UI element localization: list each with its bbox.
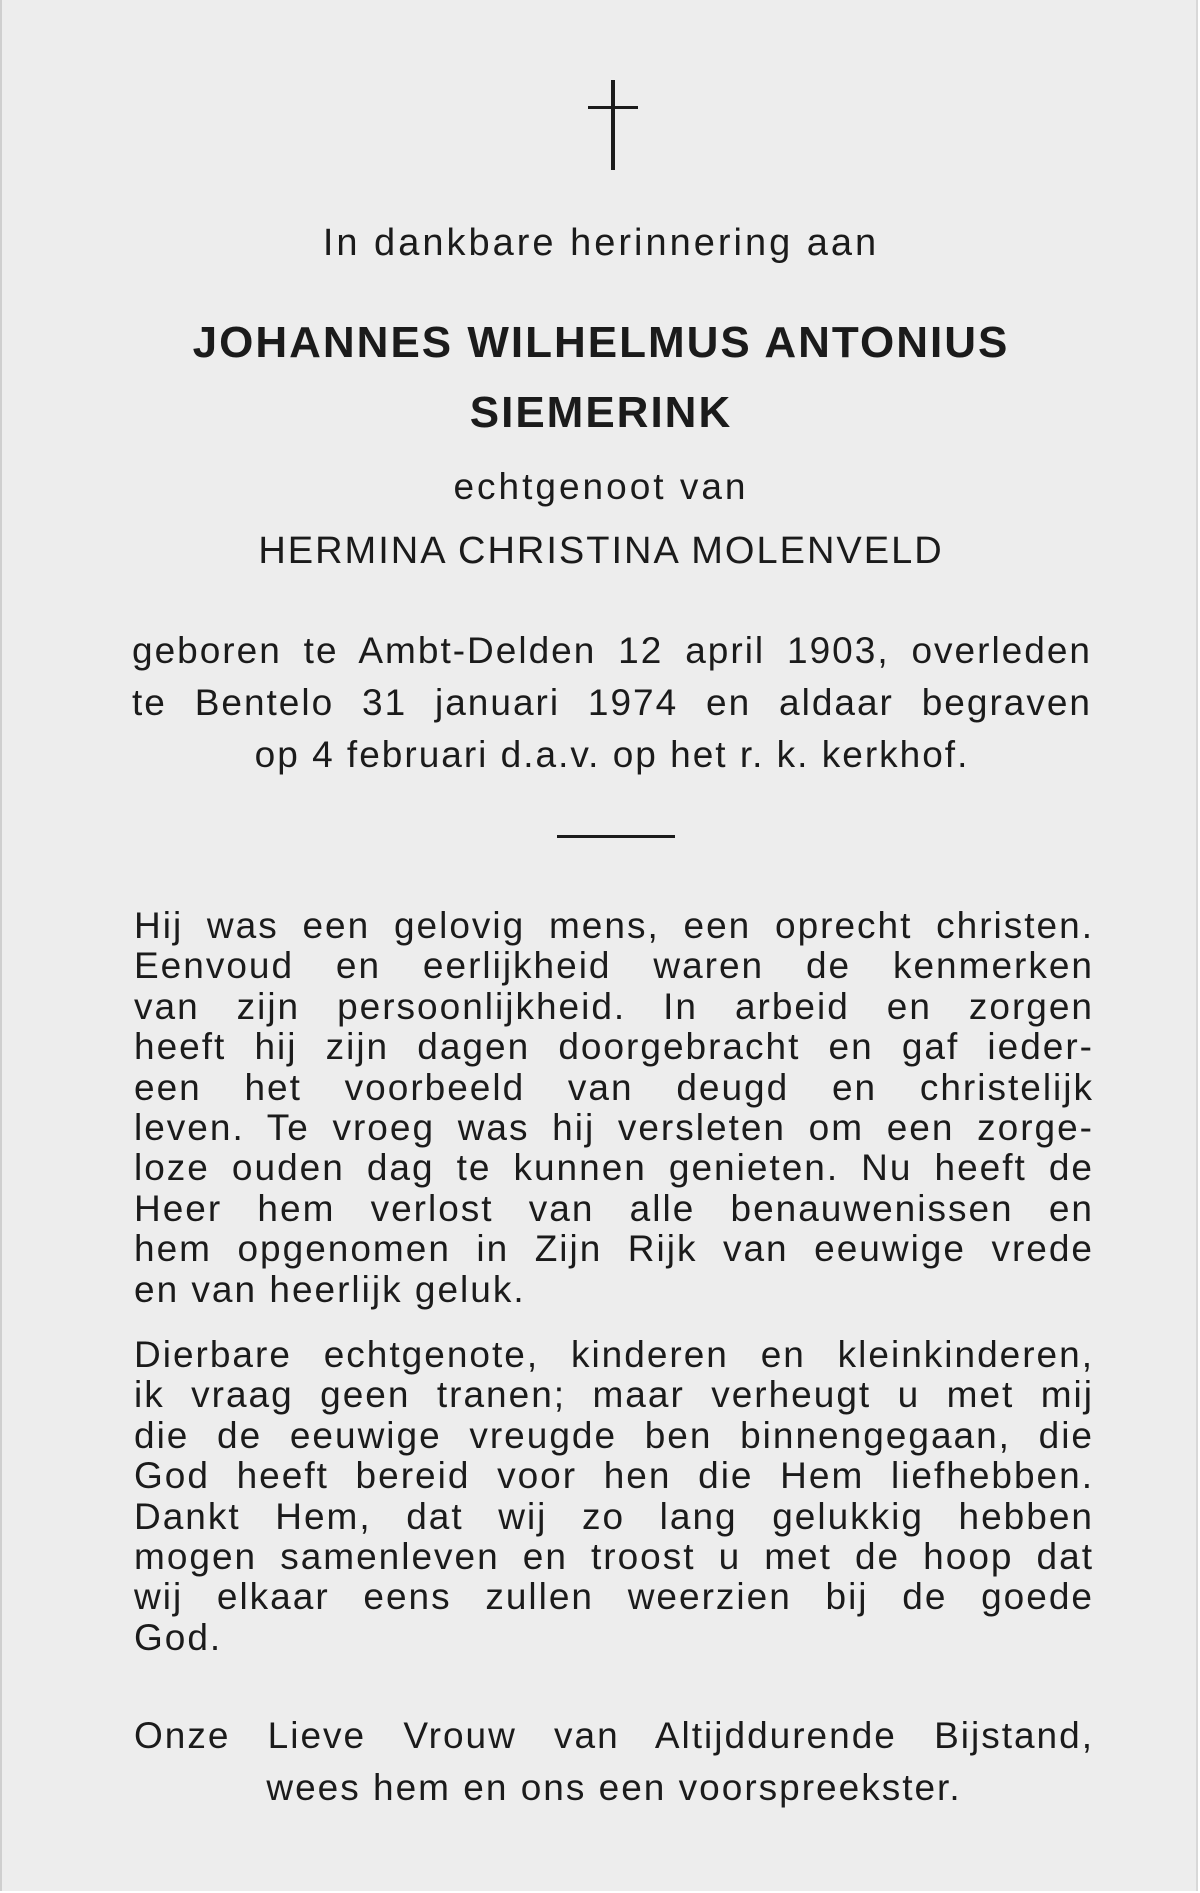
paragraph-line: God heeft bereid voor hen die Hem liefhebben. (134, 1455, 1094, 1497)
deceased-name-line1: JOHANNES WILHELMUS ANTONIUS (192, 318, 1010, 367)
paragraph-line: mogen samenleven en troost u met de hoop dat (134, 1536, 1094, 1578)
paragraph-line: heeft hij zijn dagen doorgebracht en gaf ieder- (134, 1026, 1094, 1068)
paragraph-line: Eenvoud en eerlijkheid waren de kenmerken (134, 945, 1094, 987)
spouse-label: echtgenoot van (453, 466, 749, 507)
paragraph-line: ik vraag geen tranen; maar verheugt u met mij (134, 1374, 1094, 1416)
divider (557, 835, 675, 838)
paragraph-farewell (134, 1335, 1094, 1658)
dates-line: geboren te Ambt-Delden 12 april 1903, overleden (132, 630, 1092, 671)
paragraph-line: Dierbare echtgenote, kinderen en kleinkinderen, (134, 1334, 1094, 1375)
closing-prayer (134, 1710, 1094, 1814)
cross-icon (588, 80, 638, 170)
paragraph-line: loze ouden dag te kunnen genieten. Nu heeft de (134, 1147, 1094, 1189)
dates-line: te Bentelo 31 januari 1974 en aldaar begraven (132, 682, 1092, 723)
deceased-name-line2: SIEMERINK (469, 388, 733, 437)
dates-line: op 4 februari d.a.v. op het r. k. kerkhof. (254, 734, 970, 775)
paragraph-line: Hij was een gelovig mens, een oprecht christen. (134, 905, 1094, 946)
intro-text: In dankbare herinnering aan (322, 222, 880, 264)
paragraph-line: die de eeuwige vreugde ben binnengegaan, die (134, 1414, 1094, 1456)
paragraph-line: God. (134, 1616, 223, 1658)
paragraph-line: hem opgenomen in Zijn Rijk van eeuwige vrede (134, 1228, 1094, 1270)
paragraph-line: Heer hem verlost van alle benauwenissen en (134, 1187, 1094, 1229)
paragraph-line: wij elkaar eens zullen weerzien bij de goede (134, 1576, 1094, 1618)
spouse-name: HERMINA CHRISTINA MOLENVELD (258, 530, 944, 572)
paragraph-line: en van heerlijk geluk. (134, 1268, 526, 1310)
paragraph-line: Dankt Hem, dat wij zo lang gelukkig hebben (134, 1495, 1094, 1537)
life-dates (132, 625, 1092, 781)
paragraph-line: een het voorbeeld van deugd en christelijk (134, 1066, 1094, 1108)
paragraph-character (134, 906, 1094, 1310)
paragraph-line: van zijn persoonlijkheid. In arbeid en zorgen (134, 985, 1094, 1027)
closing-line: Onze Lieve Vrouw van Altijddurende Bijstand, (134, 1715, 1094, 1756)
paragraph-line: leven. Te vroeg was hij versleten om een zorge- (134, 1107, 1094, 1149)
closing-line: wees hem en ons een voorspreekster. (266, 1767, 962, 1808)
